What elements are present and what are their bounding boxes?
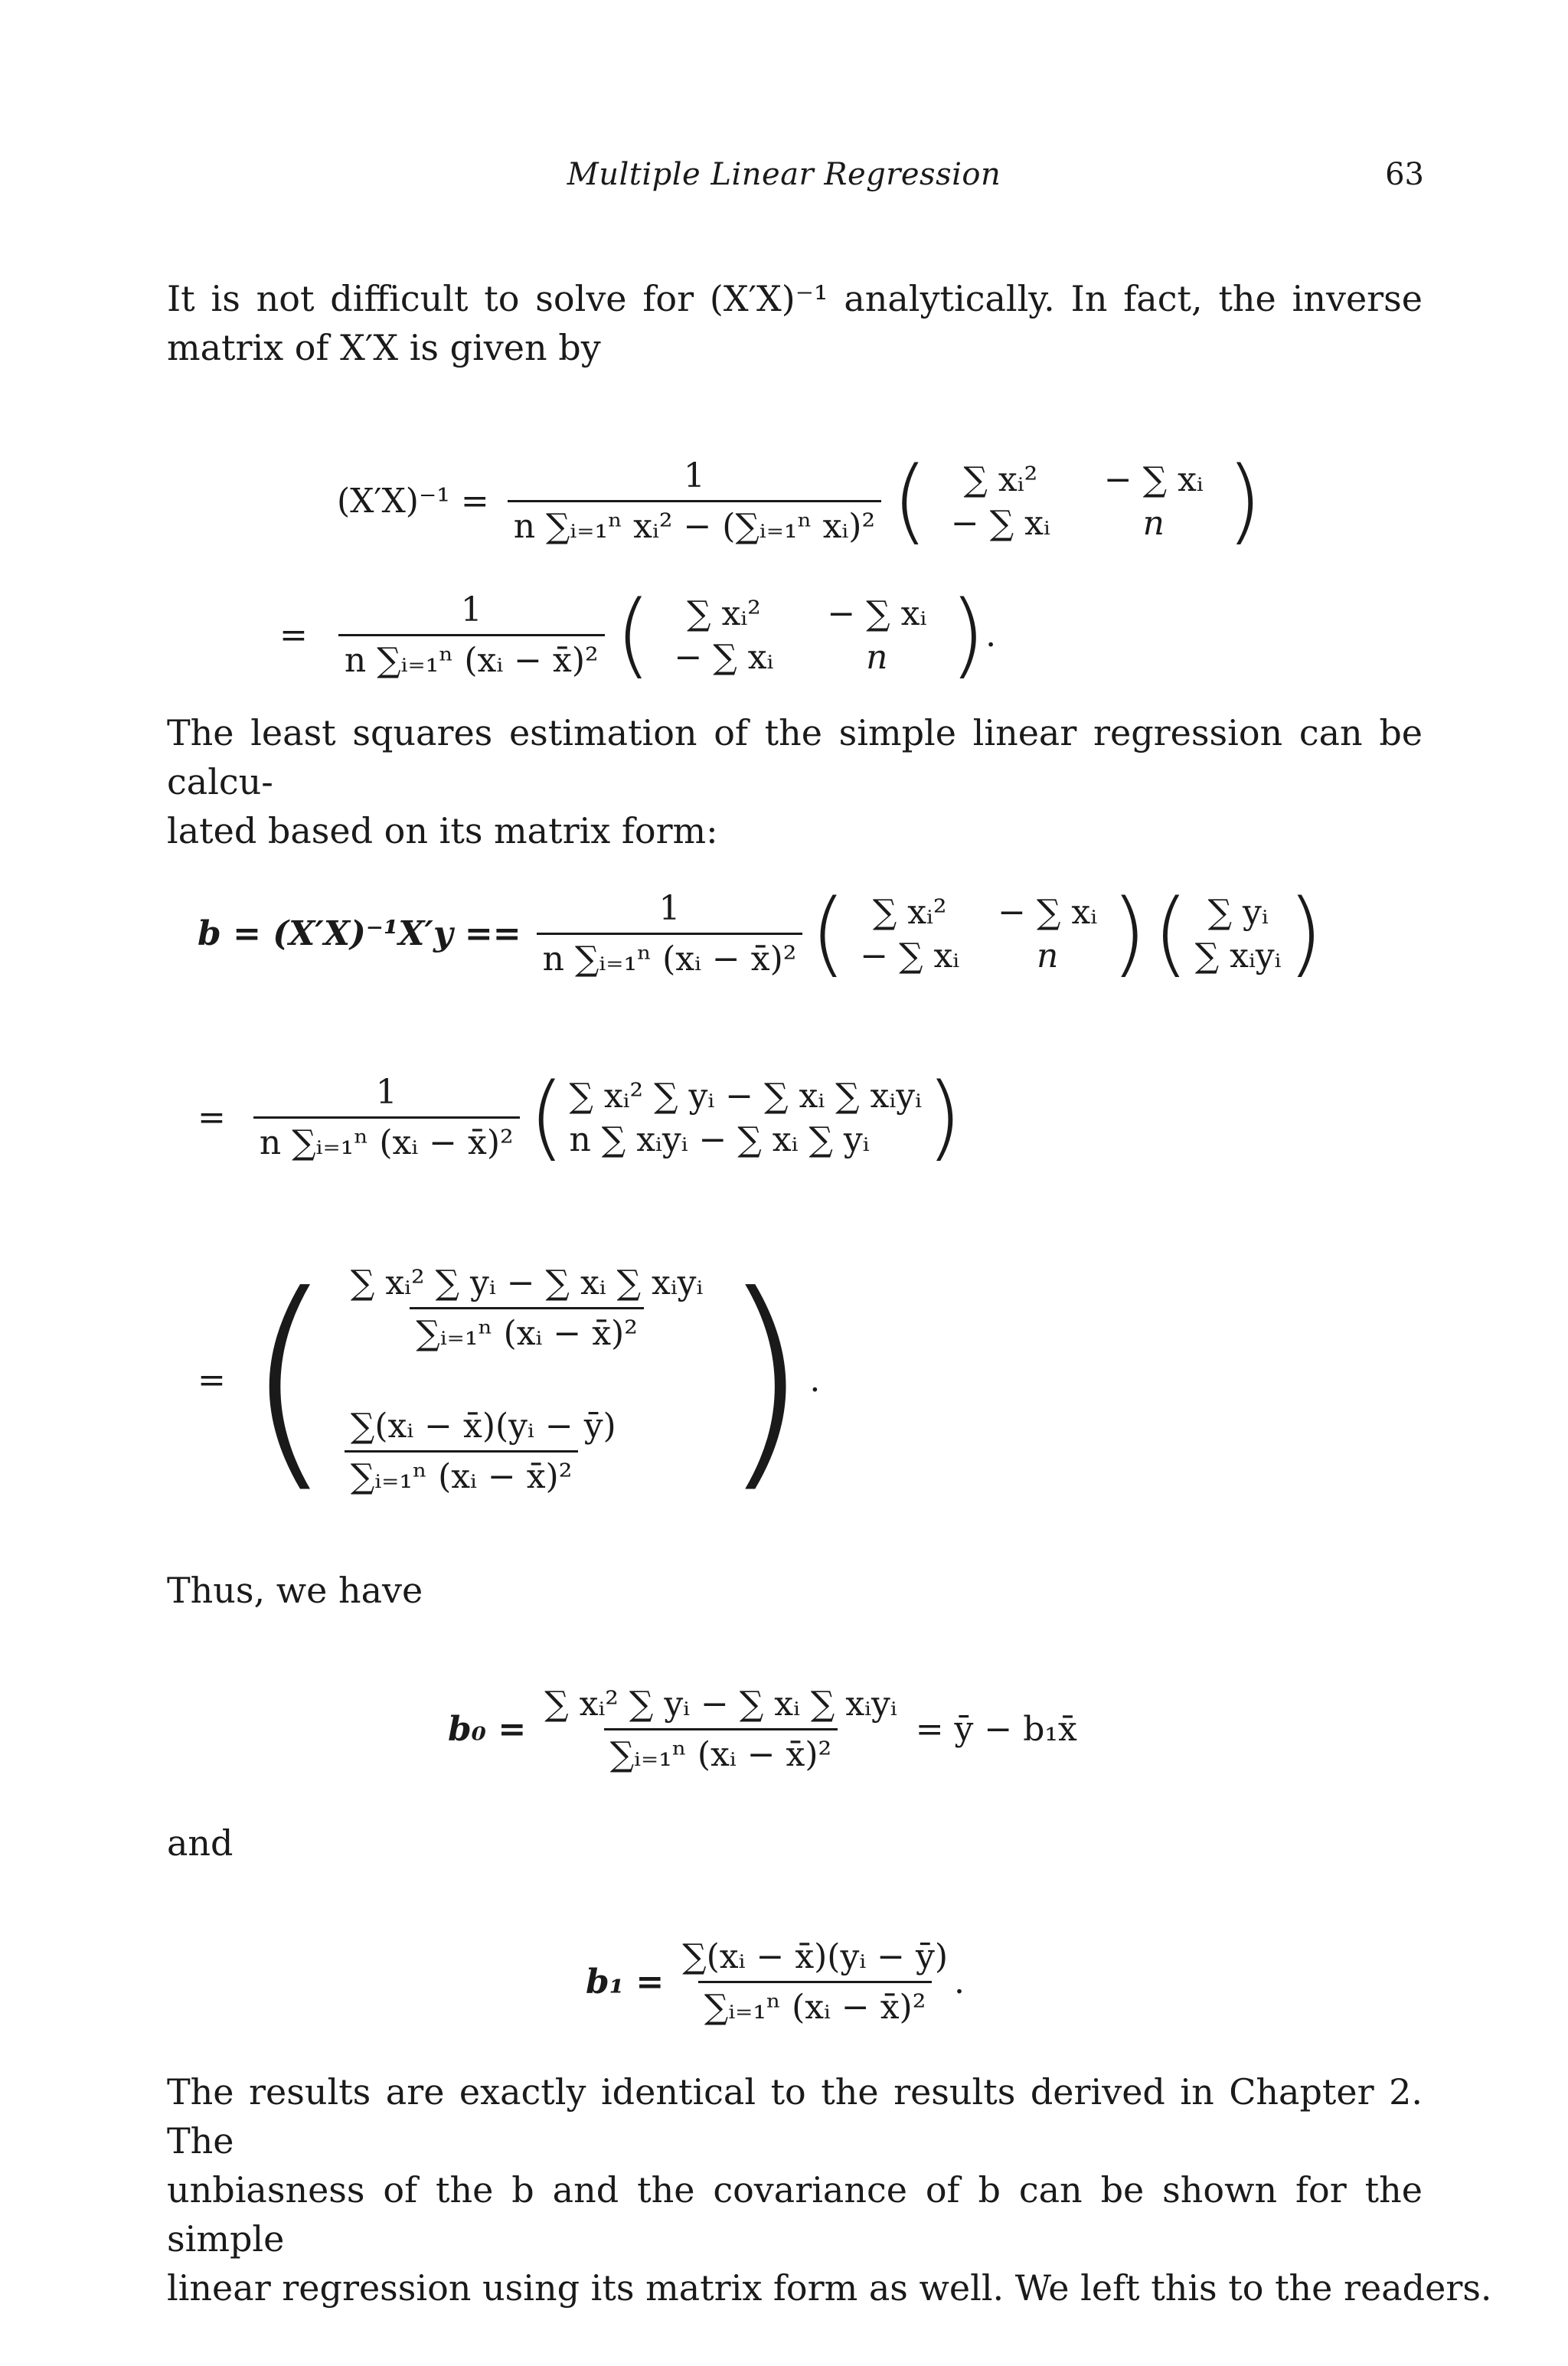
left-paren: ( — [810, 881, 847, 987]
matrix-cell: − ∑ xᵢ — [674, 637, 774, 677]
left-paren: ( — [243, 1246, 334, 1513]
paragraph-line: The results are exactly identical to the results derived in Chapter 2. The — [167, 2071, 1423, 2162]
paragraph-thus — [167, 1566, 1423, 1615]
eq-lhs: b₁ = — [586, 1962, 665, 2002]
paragraph-and — [167, 1819, 1423, 1868]
numerator: 1 — [375, 1073, 397, 1112]
paragraph-line: unbiasness of the b and the covariance of b can be shown for the simple — [167, 2169, 1423, 2260]
denominator: ∑ᵢ₌₁ⁿ (xᵢ − x̄)² — [698, 1981, 932, 2027]
paragraph-line: linear regression using its matrix form as well. We left this to the readers. — [167, 2267, 1492, 2309]
fraction — [508, 456, 881, 546]
numerator: ∑ xᵢ² ∑ yᵢ − ∑ xᵢ ∑ xᵢyᵢ — [544, 1685, 897, 1724]
equation-b-solution — [198, 1246, 821, 1513]
left-paren: ( — [528, 1064, 565, 1171]
denominator: n ∑ᵢ₌₁ⁿ (xᵢ − x̄)² — [253, 1116, 520, 1162]
numerator: ∑(xᵢ − x̄)(yᵢ − ȳ) — [682, 1937, 949, 1976]
denominator: ∑ᵢ₌₁ⁿ (xᵢ − x̄)² — [345, 1450, 578, 1496]
period: . — [809, 1360, 821, 1400]
matrix-cell: ∑ xᵢ² — [687, 593, 761, 633]
numerator: ∑ xᵢ² ∑ yᵢ − ∑ xᵢ ∑ xᵢyᵢ — [350, 1263, 704, 1302]
eq-lhs: b = (X′X)⁻¹X′y == — [198, 914, 521, 953]
left-paren: ( — [1152, 881, 1189, 987]
fraction — [345, 1263, 709, 1353]
numerator: 1 — [658, 889, 681, 928]
matrix-cell: n — [1036, 936, 1059, 975]
right-paren: ) — [1111, 881, 1147, 987]
eq-lhs: b₀ = — [448, 1710, 527, 1749]
fraction — [338, 590, 605, 680]
matrix-cell: − ∑ xᵢ — [1103, 459, 1204, 499]
period: . — [985, 616, 997, 655]
equation-b0 — [448, 1685, 1077, 1774]
vector — [564, 1077, 926, 1159]
matrix-cell: − ∑ xᵢ — [998, 892, 1098, 932]
paragraph-line: and — [167, 1822, 234, 1864]
denominator: n ∑ᵢ₌₁ⁿ (xᵢ − x̄)² — [537, 933, 803, 979]
fraction — [253, 1073, 520, 1162]
left-paren: ( — [615, 582, 652, 688]
paragraph-intro — [167, 274, 1423, 372]
equation-b-product — [198, 1064, 962, 1171]
paragraph-line: lated based on its matrix form: — [167, 810, 718, 851]
equals: = — [279, 616, 308, 655]
running-title: Multiple Linear Regression — [567, 157, 1001, 192]
matrix-cell: ∑ xᵢ² — [872, 892, 947, 932]
matrix-cell: ∑ xᵢ² — [963, 459, 1038, 499]
fraction — [538, 1685, 903, 1774]
paragraph-line: The least squares estimation of the simple linear regression can be calcu- — [167, 712, 1423, 802]
denominator: n ∑ᵢ₌₁ⁿ (xᵢ − x̄)² — [338, 634, 605, 680]
matrix-cell: n — [866, 637, 888, 677]
period: . — [954, 1962, 965, 2002]
vector-cell: ∑ xᵢ² ∑ yᵢ − ∑ xᵢ ∑ xᵢyᵢ — [569, 1076, 922, 1116]
matrix-cell: n — [1142, 503, 1165, 543]
denominator: ∑ᵢ₌₁ⁿ (xᵢ − x̄)² — [410, 1307, 643, 1353]
fraction — [676, 1937, 954, 2027]
numerator: ∑(xᵢ − x̄)(yᵢ − ȳ) — [350, 1407, 616, 1446]
equation-inverse-simplified — [279, 582, 996, 688]
eq-rhs: = ȳ − b₁x̄ — [915, 1710, 1077, 1749]
paragraph-least-squares — [167, 708, 1423, 855]
denominator: ∑ᵢ₌₁ⁿ (xᵢ − x̄)² — [604, 1728, 838, 1774]
numerator: 1 — [683, 456, 705, 495]
right-paren: ) — [1226, 448, 1263, 554]
right-paren: ) — [926, 1064, 962, 1171]
fraction — [537, 889, 803, 979]
matrix — [651, 594, 949, 677]
equals: = — [198, 1360, 226, 1400]
equation-inverse — [337, 448, 1263, 554]
paragraph-line: It is not difficult to solve for (X′X)⁻¹ analytically. In fact, the inverse — [167, 278, 1423, 319]
fraction — [345, 1407, 709, 1496]
equals: = — [198, 1098, 226, 1137]
left-paren: ( — [892, 448, 928, 554]
vector-cell: ∑ yᵢ — [1207, 892, 1269, 932]
equation-b-matrix — [198, 881, 1323, 987]
matrix-cell: − ∑ xᵢ — [827, 593, 927, 633]
paragraph-line: Thus, we have — [167, 1570, 423, 1611]
numerator: 1 — [460, 590, 482, 629]
matrix-cell: − ∑ xᵢ — [950, 503, 1050, 543]
right-paren: ) — [949, 582, 986, 688]
denominator: n ∑ᵢ₌₁ⁿ xᵢ² − (∑ᵢ₌₁ⁿ xᵢ)² — [508, 500, 881, 546]
page-number: 63 — [1385, 157, 1424, 192]
vector-cell: ∑ xᵢyᵢ — [1194, 936, 1282, 975]
right-paren: ) — [1287, 881, 1324, 987]
vector-cell: n ∑ xᵢyᵢ − ∑ xᵢ ∑ yᵢ — [569, 1119, 870, 1159]
eq-lhs: (X′X)⁻¹ = — [337, 482, 489, 521]
right-paren: ) — [720, 1246, 810, 1513]
matrix-cell: − ∑ xᵢ — [860, 936, 960, 975]
vector — [1189, 893, 1288, 975]
vector — [334, 1263, 720, 1496]
paragraph-results — [167, 2067, 1492, 2312]
matrix — [928, 460, 1227, 543]
equation-b1 — [586, 1937, 965, 2027]
matrix — [846, 893, 1111, 975]
paragraph-line: matrix of X′X is given by — [167, 327, 601, 368]
